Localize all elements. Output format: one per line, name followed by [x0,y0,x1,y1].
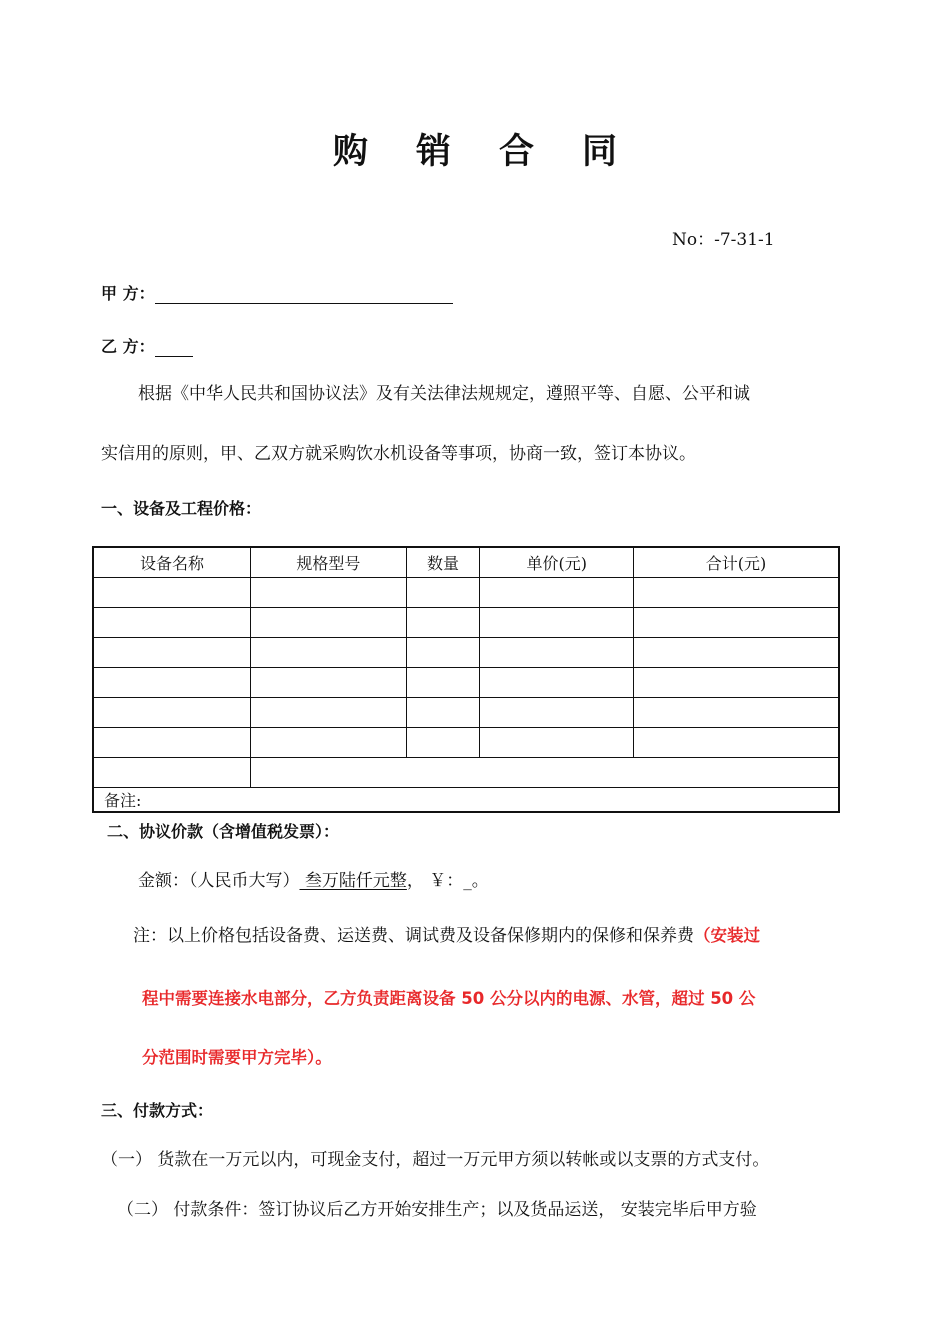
header-unit-price: 单价(元) [480,547,634,578]
table-cell[interactable] [634,698,839,728]
table-cell[interactable] [406,698,480,728]
table-header-row [93,547,839,578]
table-row [93,578,839,608]
table-cell[interactable] [634,728,839,758]
table-cell[interactable] [93,758,251,788]
table-cell[interactable] [634,578,839,608]
header-model: 规格型号 [251,547,407,578]
table-cell[interactable] [251,578,407,608]
table-cell[interactable] [251,698,407,728]
table-cell[interactable] [251,638,407,668]
table-cell[interactable] [406,668,480,698]
note-red-text: （安装过 [694,926,760,945]
note-text: 注：以上价格包括设备费、运送费、调试费及设备保修期内的保修和保养费 [133,926,694,946]
table-cell[interactable] [634,668,839,698]
table-row [93,638,839,668]
amount-in-words: 叁万陆仟元整 [299,871,407,891]
table-cell[interactable] [406,578,480,608]
table-cell[interactable] [406,608,480,638]
table-row [93,758,839,788]
table-cell[interactable] [480,698,634,728]
table-row [93,698,839,728]
equipment-table [92,546,840,813]
amount-line [138,869,489,893]
party-b-blank[interactable] [155,338,193,357]
table-row [93,668,839,698]
amount-suffix: ， ￥：_。 [406,871,489,891]
party-b-row [101,334,193,357]
table-cell[interactable] [480,728,634,758]
table-cell[interactable] [406,728,480,758]
table-cell[interactable] [251,668,407,698]
table-row [93,608,839,638]
intro-line-1: 根据《中华人民共和国协议法》及有关法律法规规定，遵照平等、自愿、公平和诚 [138,384,750,404]
payment-item-2: （二） 付款条件：签订协议后乙方开始安排生产；以及货品运送， 安装完毕后甲方验 [117,1200,757,1220]
party-a-label: 甲 方： [101,284,155,303]
header-equipment-name: 设备名称 [93,547,251,578]
document-title [0,124,950,174]
intro-line-2: 实信用的原则，甲、乙双方就采购饮水机设备等事项，协商一致，签订本协议。 [101,444,696,464]
remarks-label[interactable]: 备注: [93,788,839,813]
table-cell[interactable] [93,668,251,698]
table-cell[interactable] [634,608,839,638]
table-cell[interactable] [251,608,407,638]
table-cell-merged[interactable] [251,758,839,788]
party-a-row [101,281,453,304]
table-cell[interactable] [93,698,251,728]
title-char: 合 [499,132,535,172]
table-cell[interactable] [406,638,480,668]
title-char: 同 [582,132,618,172]
table-cell[interactable] [480,668,634,698]
header-quantity: 数量 [406,547,480,578]
table-cell[interactable] [93,728,251,758]
table-cell[interactable] [480,638,634,668]
note-red-line-3: 分范围时需要甲方完毕）。 [142,1048,332,1067]
remarks-row [93,788,839,813]
table-cell[interactable] [480,608,634,638]
note-line-1 [133,924,760,948]
table-cell[interactable] [251,728,407,758]
contract-number: No：-7-31-1 [672,230,775,250]
table-cell[interactable] [93,638,251,668]
party-b-label: 乙 方： [101,337,155,356]
title-char: 销 [415,132,451,172]
section-2-heading: 二、协议价款（含增值税发票）： [107,822,340,841]
amount-prefix: 金额：（人民币大写） [138,871,300,891]
table-row [93,728,839,758]
table-cell[interactable] [93,608,251,638]
party-a-blank[interactable] [155,285,453,304]
table-cell[interactable] [93,578,251,608]
header-total: 合计(元) [634,547,839,578]
table-cell[interactable] [634,638,839,668]
note-red-line-2: 程中需要连接水电部分，乙方负责距离设备 50 公分以内的电源、水管，超过 50 公 [142,989,756,1008]
table-cell[interactable] [480,578,634,608]
title-char: 购 [332,132,368,172]
section-1-heading: 一、设备及工程价格： [101,499,262,518]
section-3-heading: 三、付款方式： [101,1101,214,1120]
payment-item-1: （一） 货款在一万元以内，可现金支付，超过一万元甲方须以转帐或以支票的方式支付。 [101,1150,770,1170]
